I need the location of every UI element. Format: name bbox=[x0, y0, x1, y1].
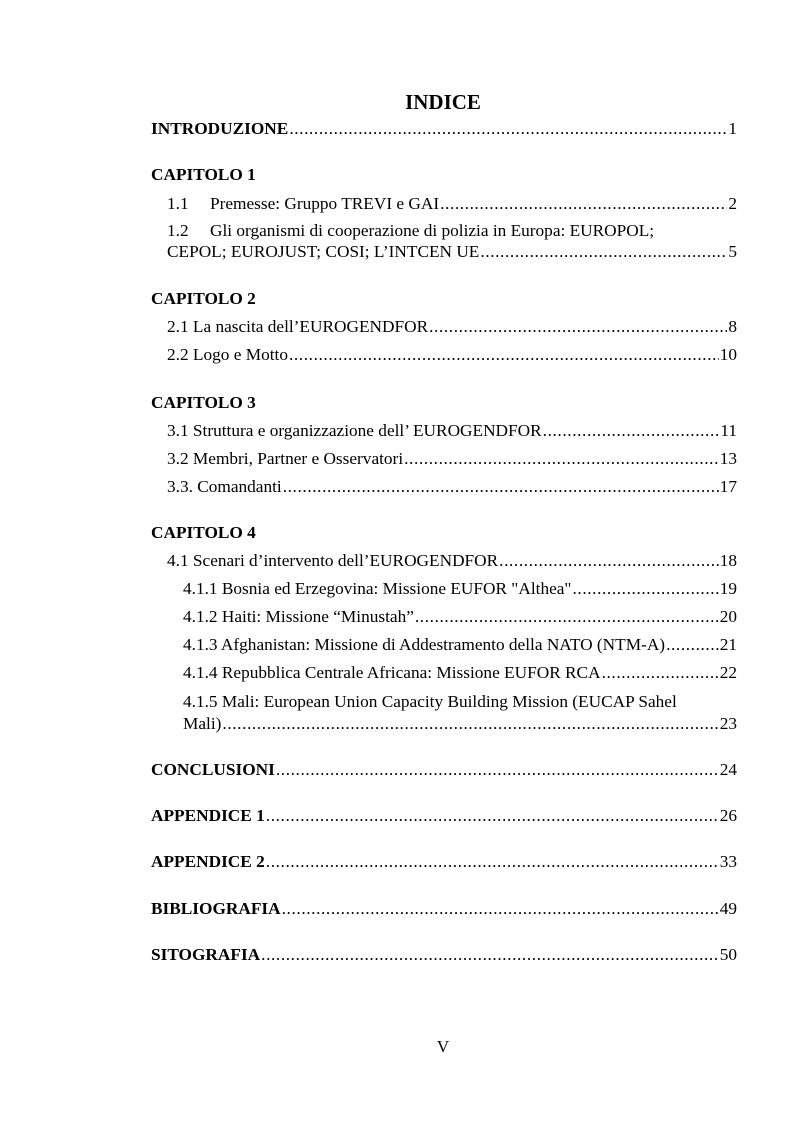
toc-entry-label: 2.2 Logo e Motto bbox=[167, 345, 288, 364]
toc-leader-dots bbox=[283, 475, 719, 499]
toc-leader-dots bbox=[480, 240, 727, 264]
toc-entry-page: 18 bbox=[719, 551, 737, 570]
toc-leader-dots bbox=[289, 343, 719, 367]
toc-entry-2-1[interactable] bbox=[167, 315, 737, 339]
chapter-heading-3: CAPITOLO 3 bbox=[151, 393, 256, 412]
toc-leader-dots bbox=[266, 804, 719, 828]
toc-entry-page: 2 bbox=[728, 194, 737, 213]
toc-entry-page: 10 bbox=[719, 345, 737, 364]
toc-entry-sitografia[interactable] bbox=[151, 943, 737, 967]
toc-leader-dots bbox=[289, 117, 727, 141]
toc-entry-label: CEPOL; EUROJUST; COSI; L’INTCEN UE bbox=[167, 242, 480, 261]
toc-entry-page: 11 bbox=[720, 421, 737, 440]
toc-entry-label: BIBLIOGRAFIA bbox=[151, 899, 281, 918]
toc-leader-dots bbox=[261, 943, 719, 967]
toc-entry-page: 50 bbox=[719, 945, 737, 964]
toc-leader-dots bbox=[440, 192, 727, 216]
toc-entry-4-1-2[interactable] bbox=[183, 605, 737, 629]
toc-entry-3-2[interactable] bbox=[167, 447, 737, 471]
toc-entry-label: 3.3. Comandanti bbox=[167, 477, 282, 496]
toc-entry-page: 8 bbox=[728, 317, 737, 336]
toc-entry-label: SITOGRAFIA bbox=[151, 945, 261, 964]
toc-leader-dots bbox=[499, 549, 719, 573]
toc-entry-4-1-5-first-line[interactable]: 4.1.5 Mali: European Union Capacity Building Mission (EUCAP Sahel bbox=[183, 692, 677, 711]
toc-entry-1-2[interactable] bbox=[167, 240, 737, 264]
toc-entry-number: 1.1 bbox=[167, 194, 189, 213]
toc-leader-dots bbox=[572, 577, 718, 601]
toc-entry-bibliografia[interactable] bbox=[151, 897, 737, 921]
toc-entry-page: 33 bbox=[719, 852, 737, 871]
toc-entry-label: APPENDICE 2 bbox=[151, 852, 265, 871]
toc-entry-appendice-1[interactable] bbox=[151, 804, 737, 828]
toc-leader-dots bbox=[266, 850, 719, 874]
toc-entry-label: INTRODUZIONE bbox=[151, 119, 289, 138]
toc-entry-page: 13 bbox=[719, 449, 737, 468]
page-number: V bbox=[436, 1037, 450, 1056]
toc-entry-1-1[interactable] bbox=[167, 192, 737, 216]
toc-entry-3-3[interactable] bbox=[167, 475, 737, 499]
toc-leader-dots bbox=[666, 633, 719, 657]
toc-entry-4-1-1[interactable] bbox=[183, 577, 737, 601]
toc-entry-page: 20 bbox=[719, 607, 737, 626]
toc-entry-label: 4.1.2 Haiti: Missione “Minustah” bbox=[183, 607, 414, 626]
toc-entry-label-line1: Gli organismi di cooperazione di polizia in Europa: EUROPOL; bbox=[210, 221, 655, 240]
toc-entry-label: Premesse: Gruppo TREVI e GAI bbox=[210, 194, 440, 213]
toc-leader-dots bbox=[282, 897, 719, 921]
toc-leader-dots bbox=[602, 661, 719, 685]
toc-entry-4-1-5[interactable] bbox=[183, 712, 737, 736]
toc-entry-label: 2.1 La nascita dell’EUROGENDFOR bbox=[167, 317, 429, 336]
toc-entry-page: 19 bbox=[719, 579, 737, 598]
toc-entry-conclusioni[interactable] bbox=[151, 758, 737, 782]
toc-leader-dots bbox=[276, 758, 719, 782]
toc-entry-label: 4.1 Scenari d’intervento dell’EUROGENDFOR bbox=[167, 551, 499, 570]
toc-entry-4-1-4[interactable] bbox=[183, 661, 737, 685]
toc-entry-label: 4.1.3 Afghanistan: Missione di Addestramento della NATO (NTM-A) bbox=[183, 635, 666, 654]
toc-entry-page: 26 bbox=[719, 806, 737, 825]
toc-entry-3-1[interactable] bbox=[167, 419, 737, 443]
toc-leader-dots bbox=[222, 712, 718, 736]
toc-entry-label: CONCLUSIONI bbox=[151, 760, 275, 779]
toc-leader-dots bbox=[404, 447, 719, 471]
toc-entry-page: 21 bbox=[719, 635, 737, 654]
toc-entry-label: 4.1.1 Bosnia ed Erzegovina: Missione EUFOR "Althea" bbox=[183, 579, 572, 598]
page-title: INDICE bbox=[405, 90, 481, 114]
toc-leader-dots bbox=[415, 605, 719, 629]
toc-entry-page: 22 bbox=[719, 663, 737, 682]
toc-entry-label: 3.2 Membri, Partner e Osservatori bbox=[167, 449, 404, 468]
toc-entry-page: 23 bbox=[719, 714, 737, 733]
toc-entry-label: 4.1.4 Repubblica Centrale Africana: Missione EUFOR RCA bbox=[183, 663, 601, 682]
toc-leader-dots bbox=[429, 315, 727, 339]
toc-entry-label: APPENDICE 1 bbox=[151, 806, 265, 825]
toc-entry-number: 1.2 bbox=[167, 221, 189, 240]
chapter-heading-2: CAPITOLO 2 bbox=[151, 289, 256, 308]
toc-entry-label: 3.1 Struttura e organizzazione dell’ EUROGENDFOR bbox=[167, 421, 542, 440]
toc-entry-page: 1 bbox=[728, 119, 737, 138]
toc-entry-page: 5 bbox=[728, 242, 737, 261]
toc-entry-introduzione[interactable] bbox=[151, 117, 737, 141]
chapter-heading-1: CAPITOLO 1 bbox=[151, 165, 256, 184]
toc-entry-2-2[interactable] bbox=[167, 343, 737, 367]
toc-entry-4-1-3[interactable] bbox=[183, 633, 737, 657]
toc-entry-page: 49 bbox=[719, 899, 737, 918]
chapter-heading-4: CAPITOLO 4 bbox=[151, 523, 256, 542]
toc-entry-page: 24 bbox=[719, 760, 737, 779]
toc-entry-4-1[interactable] bbox=[167, 549, 737, 573]
toc-entry-label: Mali) bbox=[183, 714, 222, 733]
toc-leader-dots bbox=[543, 419, 720, 443]
toc-entry-page: 17 bbox=[719, 477, 737, 496]
toc-entry-appendice-2[interactable] bbox=[151, 850, 737, 874]
